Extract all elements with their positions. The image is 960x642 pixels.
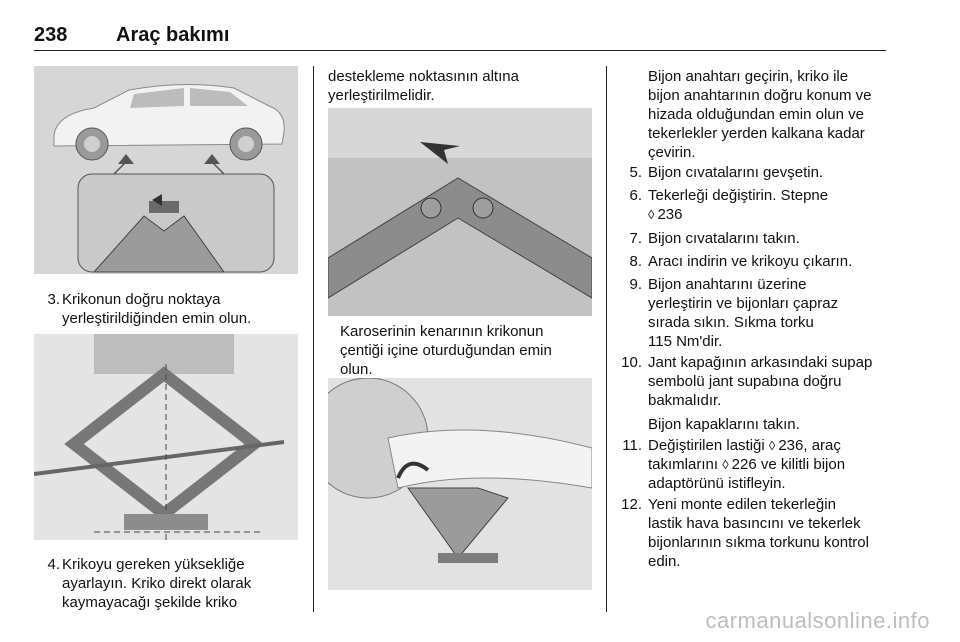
text-segment: takımlarını <box>648 456 719 473</box>
text-line: olun. <box>340 361 373 378</box>
step-text-line: sırada sıkın. Sıkma torku <box>648 314 814 331</box>
step-text-line: yerleştirildiğinden emin olun. <box>62 310 252 327</box>
step-text-line: Yeni monte edilen tekerleğin <box>648 496 836 513</box>
watermark: carmanualsonline.info <box>705 608 930 633</box>
step-number: 11. <box>622 437 642 454</box>
reference-page[interactable]: 226 <box>731 456 757 473</box>
page-reference[interactable] <box>648 205 682 224</box>
text-line: tekerlekler yerden kalkana kadar <box>648 125 865 142</box>
step-text-line: ayarlayın. Kriko direkt olarak <box>62 575 252 592</box>
step-number: 12. <box>621 496 642 513</box>
step-number: 10. <box>621 354 642 371</box>
text-line: destekleme noktasının altına <box>328 68 519 85</box>
step-3 <box>34 290 304 330</box>
page-title: Araç bakımı <box>116 24 230 46</box>
step-text-line: adaptörünü istifleyin. <box>648 475 786 492</box>
step-text-line: Bijon cıvatalarını gevşetin. <box>648 164 824 181</box>
header-rule <box>34 50 886 51</box>
reference-arrow-icon: ◊ <box>768 438 776 453</box>
step-9 <box>612 275 892 353</box>
step-8 <box>612 252 892 272</box>
column-divider-2 <box>606 66 607 612</box>
step-text-line: lastik hava basıncını ve tekerlek <box>648 515 861 532</box>
step-4 <box>34 555 304 615</box>
step-text-line: Krikoyu gereken yüksekliğe <box>62 556 245 573</box>
car-jack-points-figure <box>34 66 298 274</box>
step-text-line: Bijon cıvatalarını takın. <box>648 230 800 247</box>
step-text-line: kaymayacağı şekilde kriko <box>62 594 238 611</box>
step-text-line: sembolü jant supabına doğru <box>648 373 842 390</box>
text-line: çevirin. <box>648 144 696 161</box>
step-text-line <box>648 455 845 474</box>
text-line: hizada olduğundan emin olun ve <box>648 106 864 123</box>
step-text-line: bijonlarının sıkma torkunu kontrol <box>648 534 869 551</box>
step-11 <box>612 436 902 496</box>
step-text-line: Jant kapağının arkasındaki supap <box>648 354 873 371</box>
step-6 <box>612 186 892 226</box>
reference-arrow-icon: ◊ <box>722 457 729 472</box>
step-number: 8. <box>629 253 642 270</box>
text-line: çentiği içine oturduğundan emin <box>340 342 552 359</box>
reference-page: 236 <box>657 206 683 223</box>
text-line: bijon anahtarının doğru konum ve <box>648 87 872 104</box>
reference-page[interactable]: 236 <box>778 437 804 454</box>
step-number: 9. <box>629 276 642 293</box>
step-text-line: edin. <box>648 553 681 570</box>
page-number: 238 <box>34 24 68 46</box>
scissor-jack-figure <box>34 334 298 540</box>
text-line: Bijon anahtarı geçirin, kriko ile <box>648 68 849 85</box>
step-text-line: Bijon anahtarını üzerine <box>648 276 807 293</box>
jack-notch-closeup-figure <box>328 108 592 316</box>
step-10 <box>612 353 902 433</box>
col3-intro <box>648 67 898 162</box>
text-segment: Değiştirilen lastiği <box>648 437 765 454</box>
step-text-line: Aracı indirin ve krikoyu çıkarın. <box>648 253 853 270</box>
step-7 <box>612 229 892 249</box>
jack-under-sill-figure <box>328 378 592 590</box>
reference-arrow-icon: ◊ <box>648 207 655 222</box>
text-line: Karoserinin kenarının krikonun <box>340 323 544 340</box>
step-text-line: 115 Nm'dir. <box>648 333 723 350</box>
step-text-line: yerleştirin ve bijonları çapraz <box>648 295 839 312</box>
step-text-line: Tekerleği değiştirin. Stepne <box>648 187 829 204</box>
text-segment: , araç <box>803 437 841 454</box>
step-number: 5. <box>629 164 642 181</box>
step-12 <box>612 495 902 575</box>
step-text-line: bakmalıdır. <box>648 392 722 409</box>
step-number: 4. <box>47 556 60 573</box>
step-number: 3. <box>47 291 60 308</box>
step-text-line: Krikonun doğru noktaya <box>62 291 221 308</box>
step-number: 7. <box>629 230 642 247</box>
step-extra-text: Bijon kapaklarını takın. <box>648 416 800 433</box>
text-line: yerleştirilmelidir. <box>328 87 435 104</box>
step-text-line <box>648 436 841 455</box>
text-segment: ve kilitli bijon <box>760 456 846 473</box>
column-divider-1 <box>313 66 314 612</box>
col2-caption <box>340 322 600 379</box>
step-5 <box>612 163 892 183</box>
step-number: 6. <box>629 187 642 204</box>
col2-intro <box>328 67 598 105</box>
